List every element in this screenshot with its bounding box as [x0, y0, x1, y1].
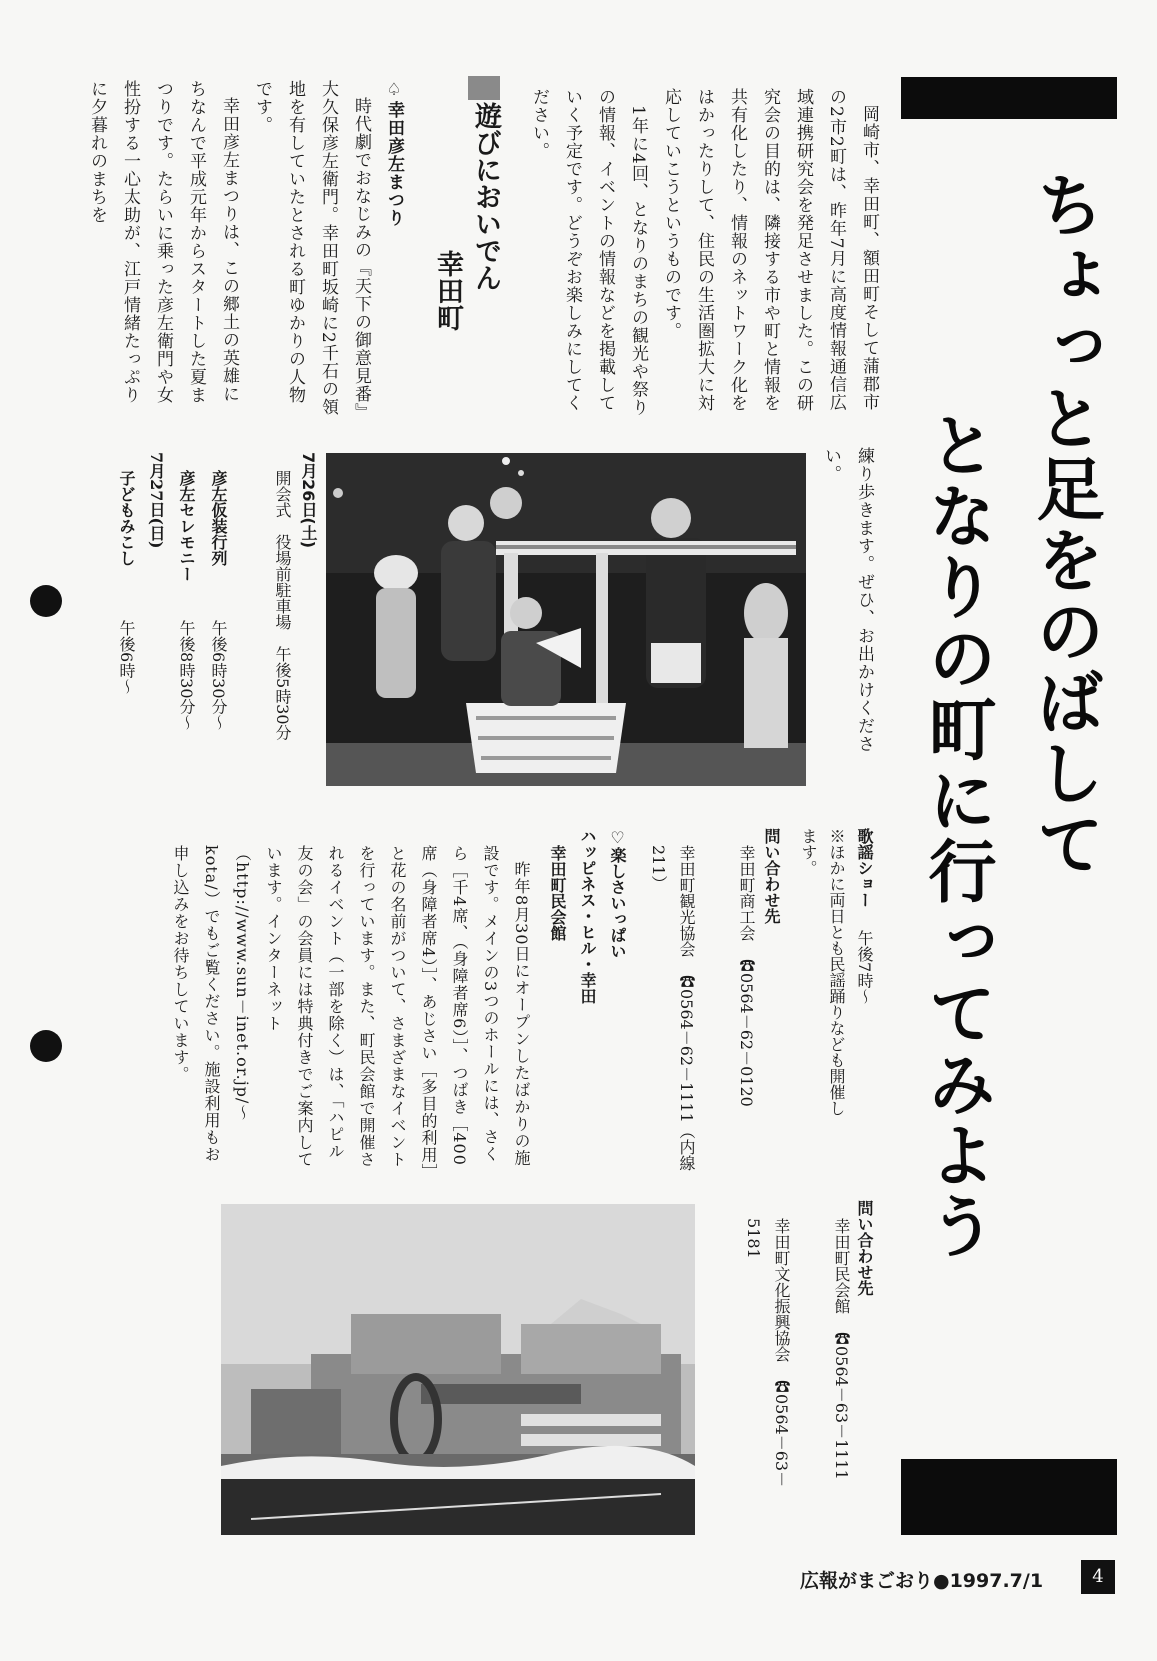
- festival-paragraph-1: 時代劇でおなじみの『天下の御意見番』大久保彦左衛門。幸田町坂崎に2千石の領地を有していたとされる町ゆかりの人物です。: [252, 80, 371, 416]
- schedule-day1-item2-time: 午後6時30分～: [209, 620, 228, 731]
- bottom-black-bar: [901, 1459, 1117, 1535]
- section-heading-marker: [468, 76, 500, 100]
- intro-paragraph-2: 1年に4回、となりのまちの観光や祭りの情報、イベントの情報などを掲載していく予定です。どうぞお楽しみにしてください。: [529, 88, 648, 417]
- contact1-line2: 幸田町観光協会 ☎0564－62－1111（内線211）: [649, 845, 696, 1171]
- section-heading-town: 幸田町: [432, 250, 463, 331]
- contact1-line1: 幸田町商工会 ☎0564－62－0120: [737, 845, 756, 1107]
- festival-text: [87, 80, 410, 420]
- section-heading-main: 遊びにおいでん: [470, 102, 501, 291]
- festival-paragraph-2: 幸田彦左まつりは、この郷土の英雄にちなんで平成元年からスタートした夏まつりです。たらいに乗った彦左衛門や女性扮する一心太助が、江戸情緒たっぷりに夕暮れのまちを: [87, 80, 239, 404]
- show-time: 午後7時～: [855, 930, 874, 1005]
- hall-photo: [221, 1204, 695, 1535]
- contact2-line2: 幸田町文化振興協会 ☎0564－63－5181: [744, 1218, 791, 1488]
- binder-hole-top: [30, 585, 62, 617]
- festival-photo: [326, 453, 806, 786]
- schedule-day1-item2-name: 彦左仮装行列: [209, 470, 228, 566]
- page-number: 4: [1081, 1560, 1115, 1594]
- hall-heading-3: 幸田町民会館: [548, 845, 567, 941]
- top-black-bar: [901, 77, 1117, 119]
- contact2-heading: 問い合わせ先: [855, 1200, 874, 1296]
- hall-heading-1: ♡楽しさいっぱい: [608, 828, 627, 959]
- festival-continuation: 練り歩きます。ぜひ、お出かけください。: [821, 447, 874, 753]
- hall-heading-2: ハッピネス・ヒル・幸田: [578, 828, 597, 1004]
- page-title-line2: となりの町に行ってみよう: [917, 410, 996, 1262]
- binder-hole-bottom: [30, 1030, 62, 1062]
- footer-publication: 広報がまごおり●1997.7/1: [800, 1570, 1044, 1592]
- schedule-day2-item1-time: 午後6時～: [117, 620, 136, 695]
- schedule-note: ※ほかに両日とも民謡踊りなども開催します。: [799, 828, 846, 1116]
- schedule-day1-item3-time: 午後8時30分～: [177, 620, 196, 731]
- contact1-heading: 問い合わせ先: [762, 828, 781, 924]
- page-title-line1: ちょっと足をのばして: [1025, 170, 1104, 880]
- schedule-day2-item1-name: 子どもみこし: [117, 470, 136, 566]
- intro-paragraph-1: 岡崎市、幸田町、額田町そして蒲郡市の2市2町は、昨年7月に高度情報通信広域連携研究会を発足させました。この研究会の目的は、隣接する市や町と情報を共有化したり、情報のネットワーク化をはかったりして、住民の生活圏拡大に対応していこうというものです。: [661, 88, 879, 412]
- intro-text: [529, 88, 885, 423]
- schedule-day1-item3-name: 彦左セレモニー: [177, 470, 196, 582]
- show-name: 歌謡ショー: [855, 828, 874, 908]
- festival-heading: ♤幸田彦左まつり: [384, 80, 404, 227]
- schedule-day1-item1: 開会式 役場前駐車場 午後5時30分: [273, 470, 292, 741]
- schedule-day1-date: 7月26日(土): [299, 452, 318, 549]
- contact2-line1: 幸田町民会館 ☎0564－63－1111: [832, 1218, 851, 1480]
- schedule-day2-date: 7月27日(日): [147, 452, 166, 549]
- hall-text: 昨年8月30日にオープンしたばかりの施設です。メインの3つのホールには、さくら［千4席、（身障者席6）］、つばき［400席（身障者席4）］、あじさい［多目的利用］と花の名前がついて、さまざまなイベントを行っています。また、町民会館で開催されるイベント（一部を除く）は、「ハピル友の会」の会員には特典付きでご案内しています。インターネット（http://www.sun－inet.or.jp/～kota/）でもご覧ください。施設利用もお申し込みをお待ちしています。: [171, 845, 531, 1173]
